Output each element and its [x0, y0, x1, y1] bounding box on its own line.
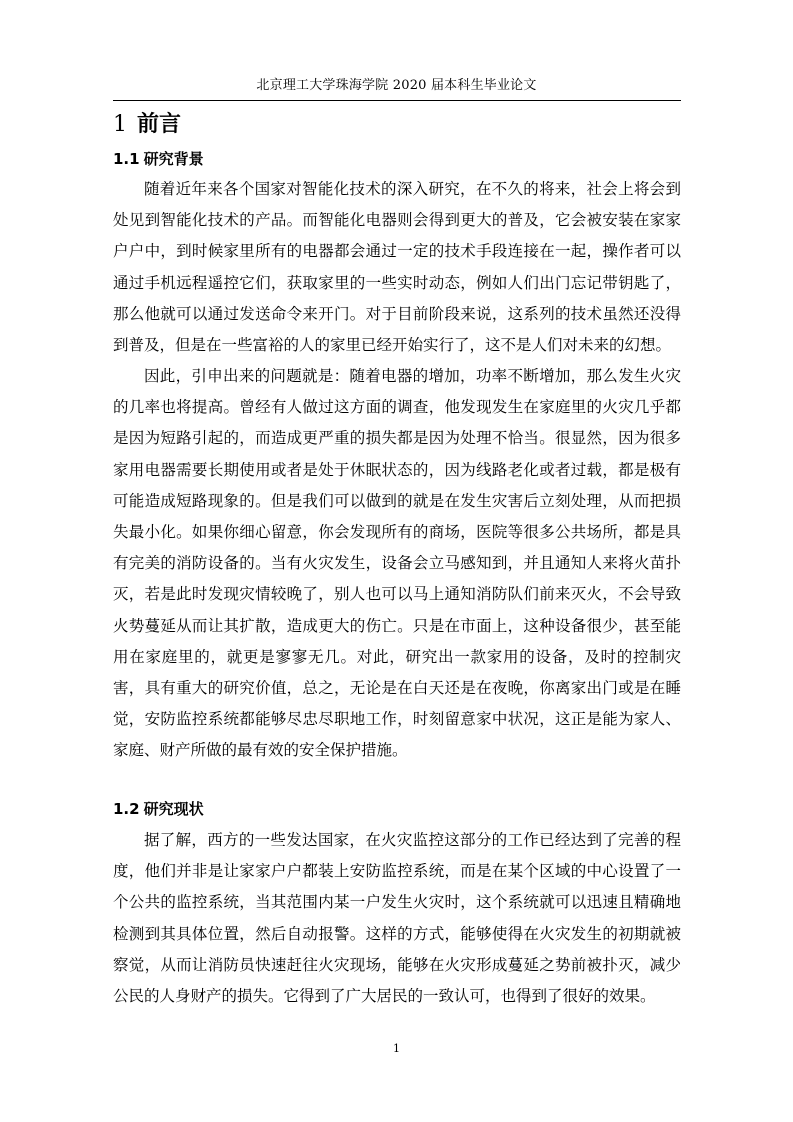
body-paragraph: 据了解，西方的一些发达国家，在火灾监控这部分的工作已经达到了完善的程度，他们并非是让家家户户都装上安防监控系统，而是在某个区域的中心设置了一个公共的监控系统，当其范围内某一户发生火灾时，这个系统就可以迅速且精确地检测到其具体位置，然后自动报警。这样的方式，能够使得在火灾发生的初期就被察觉，从而让消防员快速赶往火灾现场，能够在火灾形成蔓延之势前被扑灭，减少公民的人身财产的损失。它得到了广大居民的一致认可，也得到了很好的效果。	[113, 831, 681, 1006]
page-number: 1	[393, 1042, 400, 1055]
section-number: 1.1	[113, 150, 140, 168]
section-title-1-2	[113, 799, 204, 819]
chapter-title	[113, 110, 181, 139]
chapter-title-text: 前言	[137, 111, 182, 137]
header-rule	[113, 100, 681, 101]
body-paragraph: 因此，引申出来的问题就是：随着电器的增加，功率不断增加，那么发生火灾的几率也将提高。曾经有人做过这方面的调查，他发现发生在家庭里的火灾几乎都是因为短路引起的，而造成更严重的损失都是因为处理不恰当。很显然，因为很多家用电器需要长期使用或者是处于休眠状态的，因为线路老化或者过载，都是极有可能造成短路现象的。但是我们可以做到的就是在发生灾害后立刻处理，从而把损失最小化。如果你细心留意，你会发现所有的商场，医院等很多公共场所，都是具有完美的消防设备的。当有火灾发生，设备会立马感知到，并且通知人来将火苗扑灭，若是此时发现灾情较晚了，别人也可以马上通知消防队们前来灭火，不会导致火势蔓延从而让其扩散，造成更大的伤亡。只是在市面上，这种设备很少，甚至能用在家庭里的，就更是寥寥无几。对此，研究出一款家用的设备，及时的控制灾害，具有重大的研究价值，总之，无论是在白天还是在夜晚，你离家出门或是在睡觉，安防监控系统都能够尽忠尽职地工作，时刻留意家中状况，这正是能为家人、家庭、财产所做的最有效的安全保护措施。	[113, 367, 681, 760]
section-title-text: 研究现状	[143, 800, 204, 818]
section-title-1-1	[113, 149, 204, 169]
section-number: 1.2	[113, 800, 140, 818]
body-paragraph: 随着近年来各个国家对智能化技术的深入研究，在不久的将来，社会上将会到处见到智能化技术的产品。而智能化电器则会得到更大的普及，它会被安装在家家户户中，到时候家里所有的电器都会通过一定的技术手段连接在一起，操作者可以通过手机远程遥控它们，获取家里的一些实时动态，例如人们出门忘记带钥匙了，那么他就可以通过发送命令来开门。对于目前阶段来说，这系列的技术虽然还没得到普及，但是在一些富裕的人的家里已经开始实行了，这不是人们对未来的幻想。	[113, 180, 681, 355]
chapter-number: 1	[113, 112, 127, 137]
running-header: 北京理工大学珠海学院 2020 届本科生毕业论文	[256, 78, 537, 93]
section-title-text: 研究背景	[143, 150, 204, 168]
